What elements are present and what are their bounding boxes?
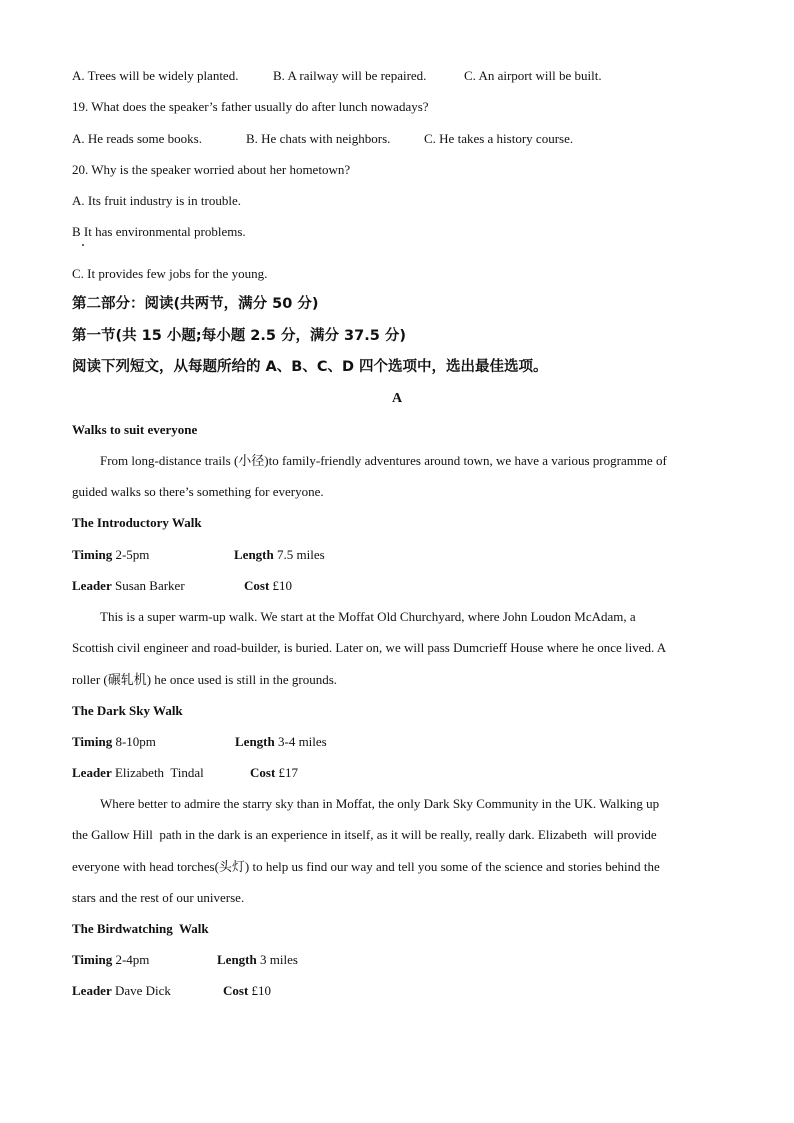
walk-meta-row xyxy=(72,951,722,969)
passage-intro-line-2: guided walks so there’s something for everyone. xyxy=(72,484,324,499)
passage-title: Walks to suit everyone xyxy=(72,422,198,437)
leader-value: Dave Dick xyxy=(114,983,171,998)
cost-value: £17 xyxy=(278,765,299,780)
q19-option-b: B. He chats with neighbors. xyxy=(246,131,391,146)
walk-meta-row xyxy=(72,764,722,782)
q18-option-b: B. A railway will be repaired. xyxy=(273,68,427,83)
q18-options xyxy=(72,67,722,85)
cost-value: £10 xyxy=(272,578,293,593)
walk-desc-line: Scottish civil engineer and road-builder, is buried. Later on, we will pass Dumcrieff House where he once lived. A xyxy=(72,640,667,655)
walk-name: The Introductory Walk xyxy=(72,515,202,530)
q20-option-c: C. It provides few jobs for the young. xyxy=(72,266,268,281)
cost-label: Cost xyxy=(250,765,276,780)
length-label: Length xyxy=(234,547,274,562)
q19-options xyxy=(72,130,722,148)
leader-value: Susan Barker xyxy=(114,578,185,593)
cost-value: £10 xyxy=(251,983,272,998)
walk-name: The Dark Sky Walk xyxy=(72,703,183,718)
q18-option-c: C. An airport will be built. xyxy=(464,68,602,83)
q20-option-a: A. Its fruit industry is in trouble. xyxy=(72,193,241,208)
leader-label: Leader xyxy=(72,983,112,998)
timing-label: Timing xyxy=(72,547,113,562)
q20-question: 20. Why is the speaker worried about her hometown? xyxy=(72,162,351,177)
walk-meta-row xyxy=(72,982,722,1000)
section-title: 第一节(共 15 小题;每小题 2.5 分，满分 37.5 分) xyxy=(72,328,406,344)
instruction: 阅读下列短文，从每题所给的 A、B、C、D 四个选项中，选出最佳选项。 xyxy=(72,359,548,375)
length-label: Length xyxy=(235,734,275,749)
walk-desc-line: roller (碾轧机) he once used is still in the grounds. xyxy=(72,672,338,687)
timing-value: 2-4pm xyxy=(115,952,150,967)
length-value: 7.5 miles xyxy=(276,547,325,562)
cost-label: Cost xyxy=(223,983,249,998)
passage-intro-line-1: From long-distance trails (小径)to family-friendly adventures around town, we have a various programme of xyxy=(100,453,667,468)
timing-value: 8-10pm xyxy=(115,734,156,749)
walk-meta-row xyxy=(72,577,722,595)
walk-desc-line: stars and the rest of our universe. xyxy=(72,890,245,905)
part-title: 第二部分：阅读(共两节，满分 50 分) xyxy=(72,296,319,312)
q19-question: 19. What does the speaker’s father usually do after lunch nowadays? xyxy=(72,99,429,114)
q19-option-a: A. He reads some books. xyxy=(72,131,202,146)
walk-desc-line: everyone with head torches(头灯) to help us find our way and tell you some of the science and stories behind the xyxy=(72,859,660,874)
leader-value: Elizabeth Tindal xyxy=(114,765,204,780)
walk-meta-row xyxy=(72,546,722,564)
walk-desc-line: This is a super warm-up walk. We start at the Moffat Old Churchyard, where John Loudon McAdam, a xyxy=(100,609,636,624)
walk-desc-line: Where better to admire the starry sky than in Moffat, the only Dark Sky Community in the UK. Walking up xyxy=(100,796,660,811)
q20-option-b: B It has environmental problems. xyxy=(72,224,246,239)
length-value: 3-4 miles xyxy=(277,734,327,749)
stray-mark xyxy=(82,244,84,246)
leader-label: Leader xyxy=(72,578,112,593)
q19-option-c: C. He takes a history course. xyxy=(424,131,574,146)
q18-option-a: A. Trees will be widely planted. xyxy=(72,68,239,83)
timing-label: Timing xyxy=(72,952,113,967)
walk-name: The Birdwatching Walk xyxy=(72,921,209,936)
walk-meta-row xyxy=(72,733,722,751)
length-label: Length xyxy=(217,952,257,967)
cost-label: Cost xyxy=(244,578,270,593)
leader-label: Leader xyxy=(72,765,112,780)
passage-letter: A xyxy=(391,391,403,406)
timing-value: 2-5pm xyxy=(115,547,150,562)
walk-desc-line: the Gallow Hill path in the dark is an experience in itself, as it will be really, really dark. Elizabeth will provide xyxy=(72,827,657,842)
length-value: 3 miles xyxy=(259,952,298,967)
timing-label: Timing xyxy=(72,734,113,749)
